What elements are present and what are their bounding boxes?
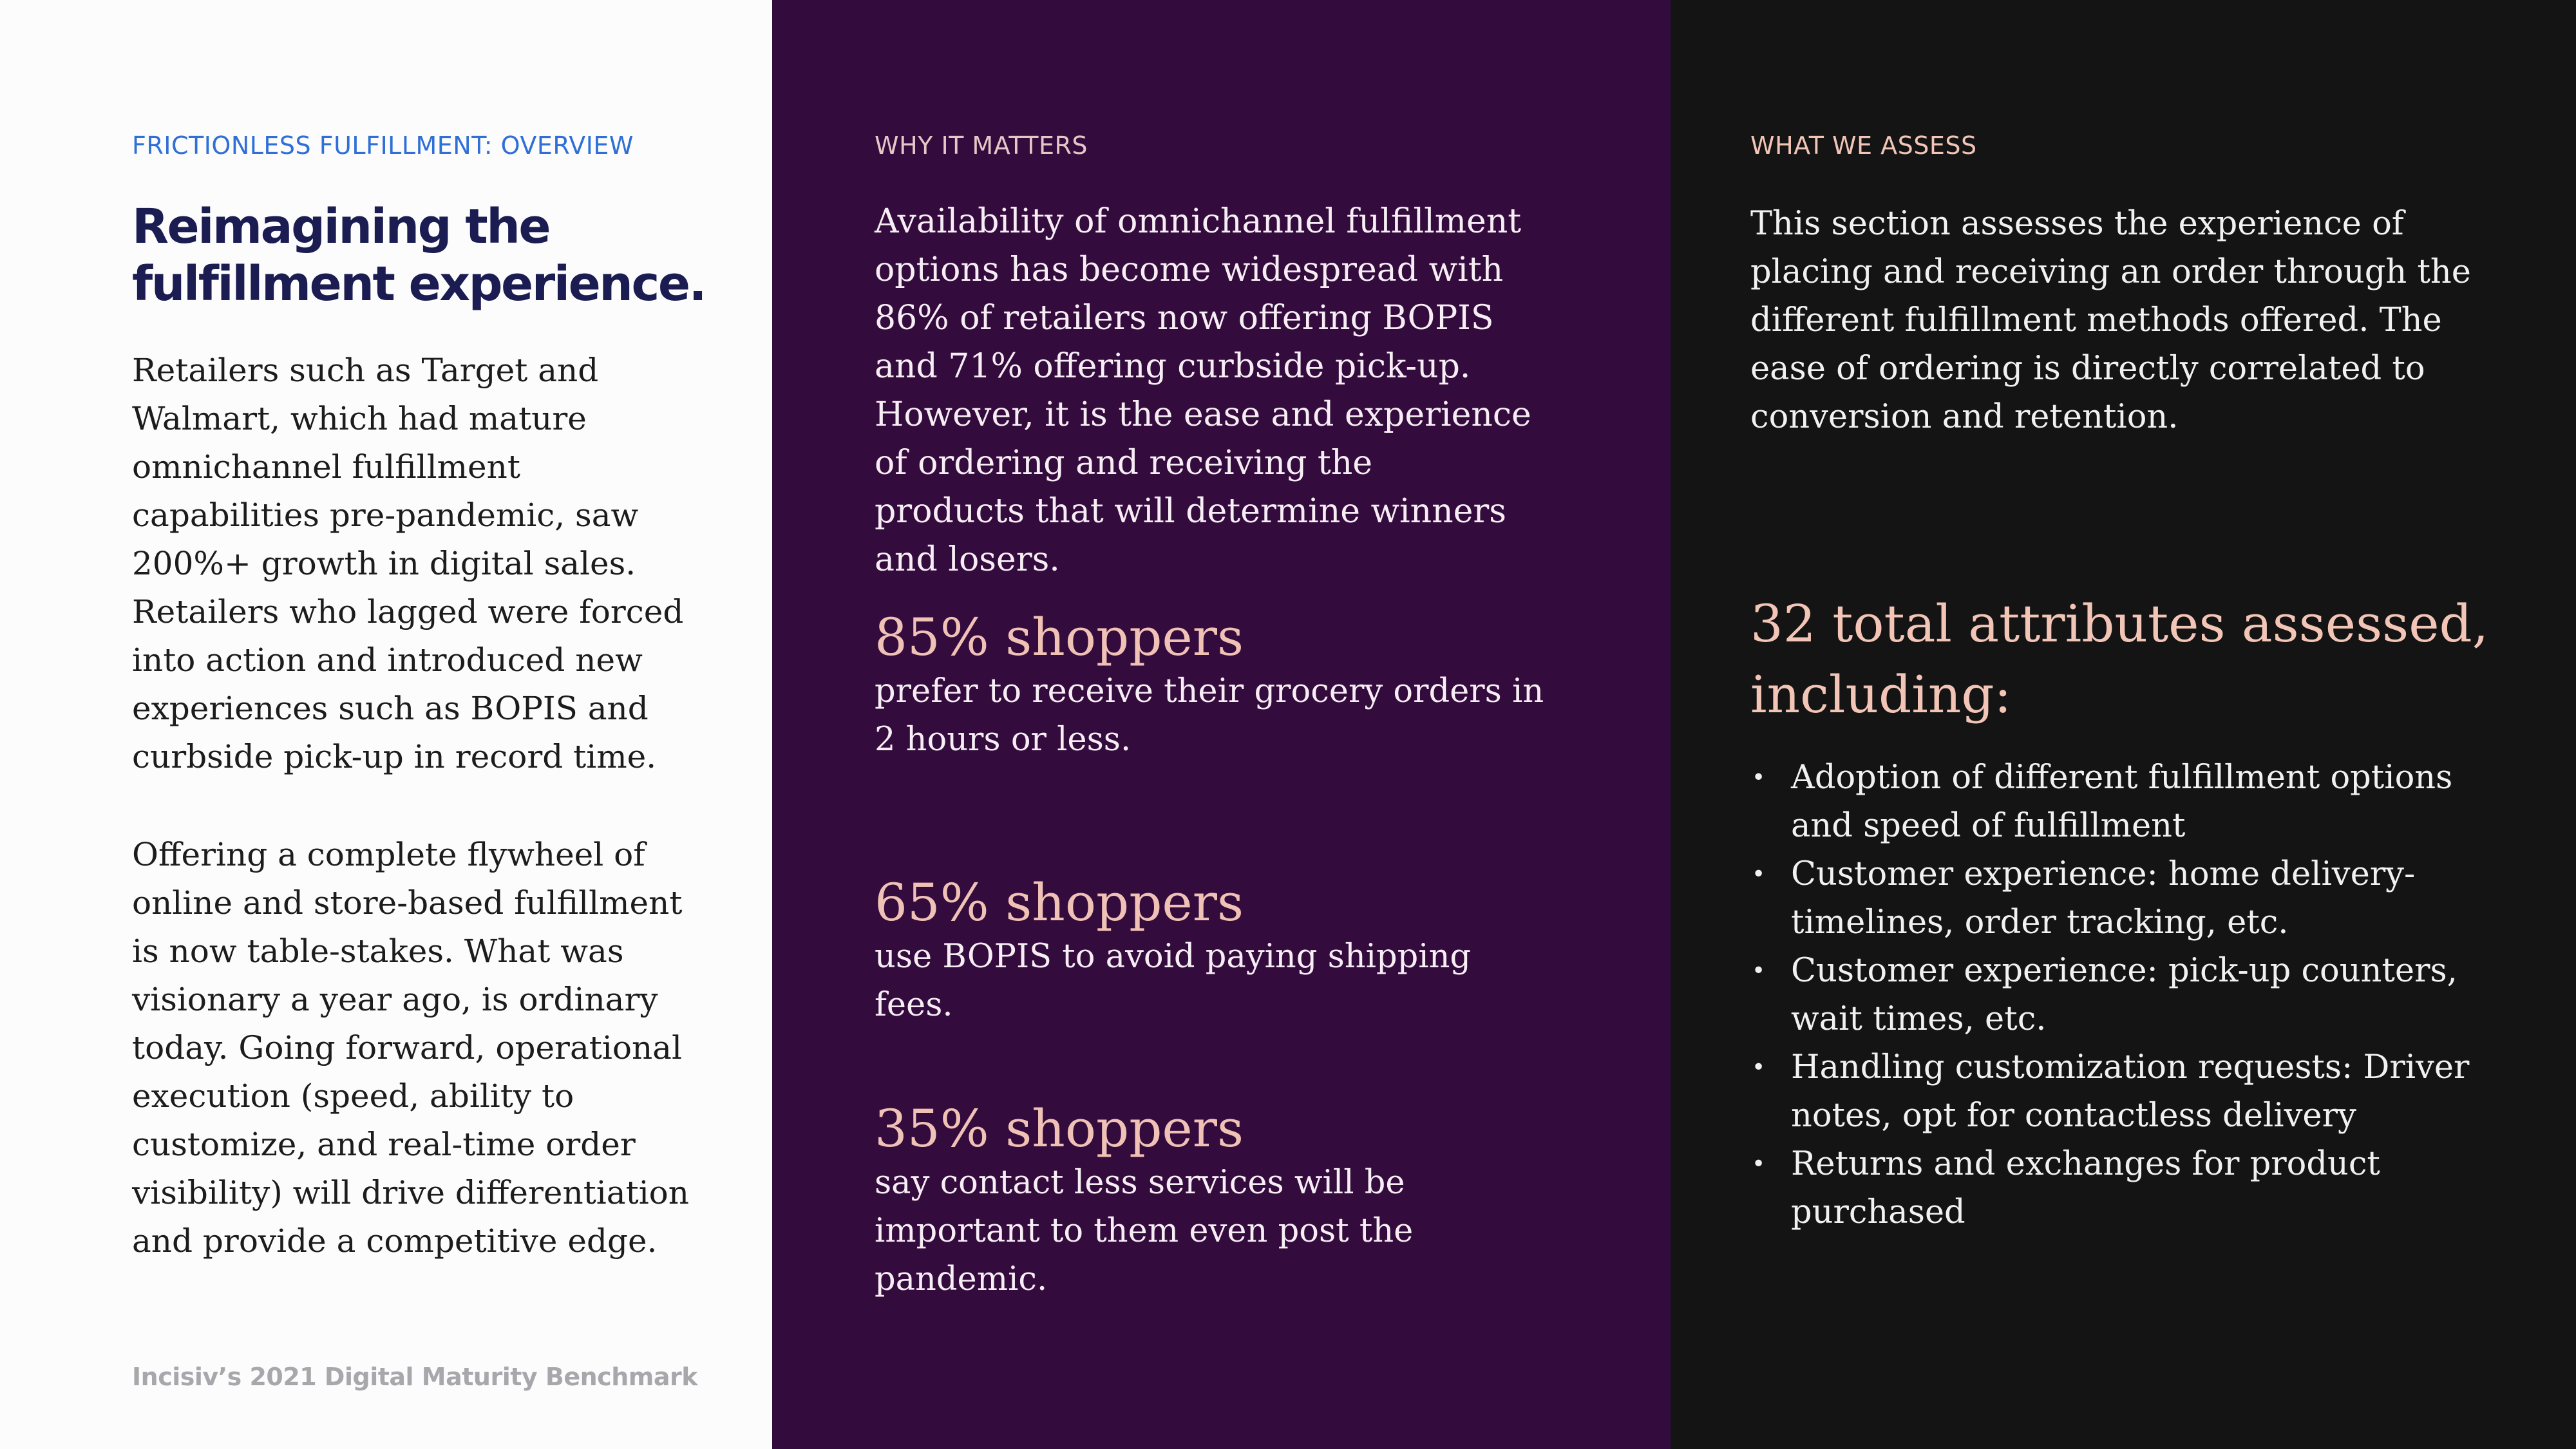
stat-figure: 65% shoppers <box>875 873 1244 933</box>
list-item-text: Handling customization requests: Driver notes, opt for contactless delivery <box>1791 1048 2470 1135</box>
what-we-assess-column <box>1671 0 2576 1449</box>
what-we-assess-kicker: WHAT WE ASSESS <box>1750 131 1977 160</box>
bullet-icon: • <box>1752 1054 1766 1081</box>
what-we-assess-intro: This section assesses the experience of placing and receiving an order through the different fulfillment methods offered. The ease of ordering is directly correlated to conversion and retention. <box>1750 205 2471 436</box>
source-footer: Incisiv’s 2021 Digital Maturity Benchmark <box>132 1363 698 1391</box>
list-item-text: Adoption of different fulfillment options and speed of fulfillment <box>1791 759 2453 845</box>
stat-description: prefer to receive their grocery orders in 2 hours or less. <box>875 672 1544 759</box>
list-item <box>1750 850 2523 947</box>
why-it-matters-column <box>772 0 1671 1449</box>
bullet-icon: • <box>1752 861 1766 887</box>
stat-figure: 85% shoppers <box>875 607 1244 667</box>
list-item-text: Returns and exchanges for product purchased <box>1791 1145 2380 1231</box>
stat-description: say contact less services will be important to them even post the pandemic. <box>875 1164 1414 1298</box>
bullet-icon: • <box>1752 1151 1766 1177</box>
stat-description: use BOPIS to avoid paying shipping fees. <box>875 938 1472 1024</box>
overview-kicker: FRICTIONLESS FULFILLMENT: OVERVIEW <box>132 131 634 160</box>
stat-figure: 35% shoppers <box>875 1099 1244 1159</box>
list-item-text: Customer experience: home delivery- timelines, order tracking, etc. <box>1791 855 2416 942</box>
list-item <box>1750 1140 2523 1236</box>
page-title: Reimagining the fulfillment experience. <box>132 199 706 312</box>
stat-block <box>875 1097 1544 1303</box>
list-item <box>1750 753 2523 850</box>
stat-block <box>875 871 1544 1029</box>
overview-paragraph: Retailers such as Target and Walmart, which had mature omnichannel fulfillment capabilities pre-pandemic, saw 200%+ growth in digital sales. Retailers who lagged were forced into action and introduced new experiences such as BOPIS and curbside pick-up in record time. <box>132 352 684 775</box>
attributes-heading: 32 total attributes assessed, including: <box>1750 594 2489 724</box>
stat-block <box>875 605 1544 764</box>
bullet-icon: • <box>1752 764 1766 791</box>
list-item <box>1750 947 2523 1043</box>
list-item-text: Customer experience: pick-up counters, wait times, etc. <box>1791 952 2458 1038</box>
overview-column <box>0 0 772 1449</box>
why-it-matters-intro: Availability of omnichannel fulfillment options has become widespread with 86% of retailers now offering BOPIS and 71% offering curbside pick-up. However, it is the ease and experience of ordering and receiving the products that will determine winners and losers. <box>875 202 1531 579</box>
why-it-matters-kicker: WHY IT MATTERS <box>875 131 1088 160</box>
overview-paragraph: Offering a complete flywheel of online and store-based fulfillment is now table-stakes. What was visionary a year ago, is ordinary today. Going forward, operational execution (speed, ability to customize, and real-time order visibility) will drive differentiation and provide a competitive edge. <box>132 836 689 1260</box>
attributes-list <box>1750 753 2523 1236</box>
bullet-icon: • <box>1752 958 1766 984</box>
list-item <box>1750 1043 2523 1140</box>
